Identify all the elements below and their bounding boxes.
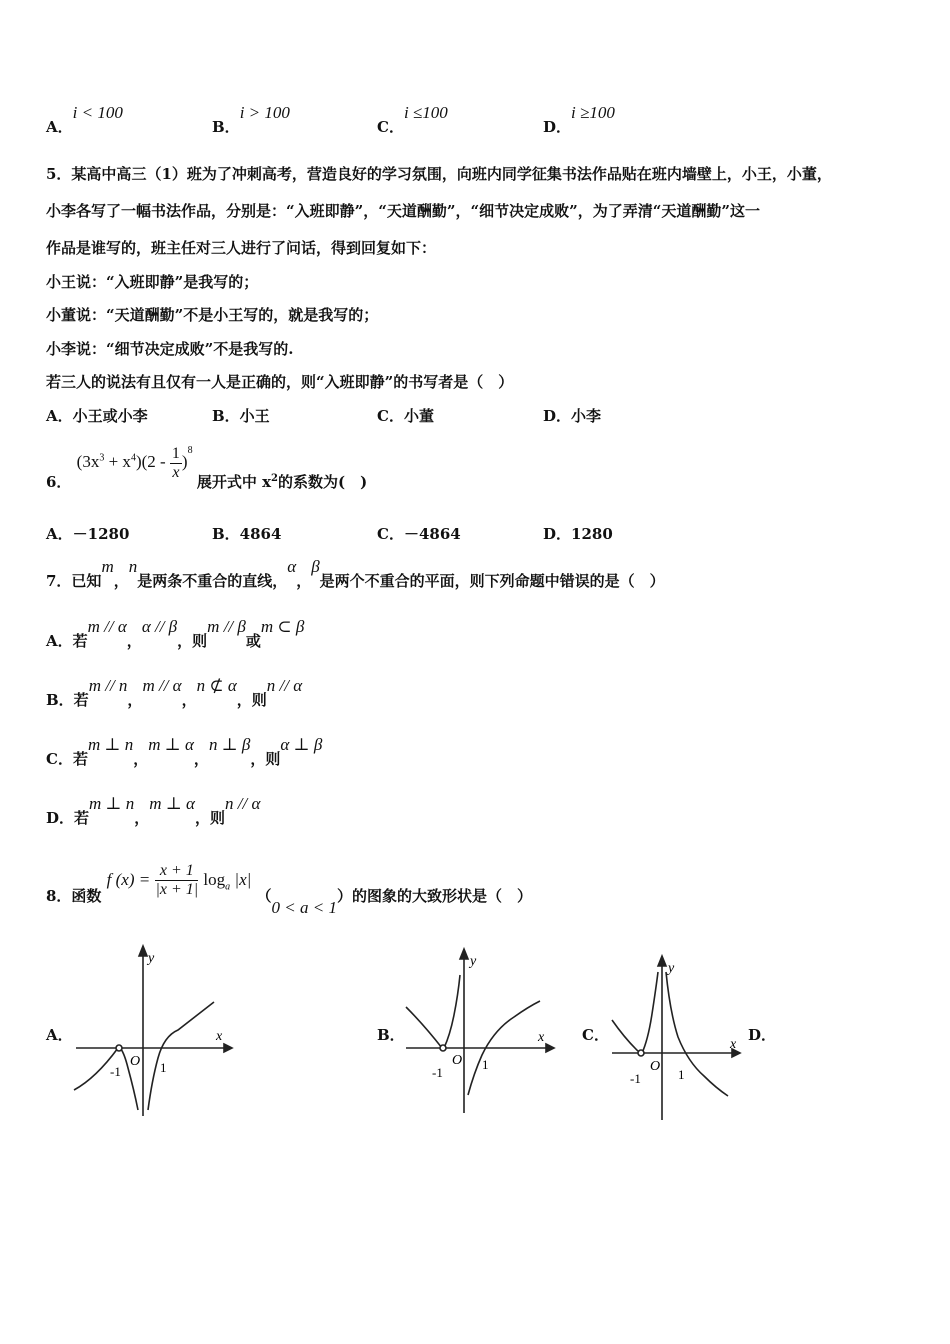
q5-line-4: 小王说：“入班即静”是我写的； [46,273,259,291]
q7-var-beta: β [311,557,320,576]
axis-y-label: y [668,961,675,976]
q4-option-d [543,103,615,137]
y-axis-arrow-icon [460,949,468,959]
curve-left-branch [444,975,460,1048]
q7-option-c: C．若m ⊥ n，m ⊥ α，n ⊥ β，则α ⊥ β [46,735,323,768]
q6-option-d: D．1280 [543,525,613,543]
open-point [440,1045,446,1051]
q5-option-b: B．小王 [212,407,270,425]
axis-x-label: x [730,1037,737,1052]
curve-left [406,1007,442,1048]
q4-option-b-label: B． [212,118,240,136]
q8-log: $\log_a |x|$ [203,869,252,892]
tick-neg1: -1 [110,1064,121,1079]
q5-line-3: 作品是谁写的，班主任对三人进行了问话，得到回复如下： [46,239,437,257]
q6-number: 6． [46,473,72,492]
q4-option-c-label: C． [377,118,404,136]
tick-1: 1 [482,1057,489,1072]
q5-option-d: D．小李 [543,407,602,425]
q8-condition: 0 < a < 1 [271,897,337,917]
curve-left-branch [642,972,658,1053]
axis-x-label: x [538,1030,545,1045]
x-axis-arrow-icon [224,1044,232,1052]
q4-option-c-math: i ≤100 [403,103,448,122]
q4-option-b-math: i > 100 [239,103,290,122]
q6-stem-text: 展开式中 $x^2$的系数为( ) [196,473,368,492]
origin-label: O [130,1054,141,1069]
tick-neg1: -1 [630,1071,641,1086]
q8-graph-c [608,952,748,1124]
q7-option-a: A．若m // α，α // β，则m // β或m ⊂ β [46,617,305,650]
q7-option-b: B．若m // n，m // α，n ⊄ α，则n // α [46,676,303,709]
q6-option-c: C．－4864 [377,525,461,543]
q5-line-1: 5．某高中高三（1）班为了冲刺高考，营造良好的学习氛围，向班内同学征集书法作品贴在班内墙壁上，小王，小董， [46,165,832,183]
curve-right [666,972,728,1096]
q8-graph-b [402,945,562,1117]
q4-option-d-label: D． [543,118,572,136]
q7-var-m: m [101,557,114,576]
curve-right [148,1002,214,1110]
q6-fraction: $\frac{1}{x}$ [171,445,180,481]
q8-graph-a [66,940,236,1120]
y-axis-arrow-icon [658,956,666,966]
axis-y-label: y [148,951,155,966]
q4-option-b [212,103,290,137]
q6-stem [46,440,368,492]
q8-option-c-label: C． [582,1026,609,1044]
q4-option-a-label: A． [46,118,73,136]
tick-1: 1 [160,1060,167,1075]
q8-stem: 8．函数 f (x) = $\frac{x + 1}{|x + 1|}$ $\log_a |x|$ （0 < a < 1）的图象的大致形状是（ ） [46,862,533,917]
q5-line-5: 小董说：“天道酬勤”不是小王写的，就是我写的； [46,306,379,324]
q5-line-2: 小李各写了一幅书法作品，分别是：“入班即静”，“天道酬勤”，“细节决定成败”，为了弄清“天道酬勤”这一 [46,202,761,220]
origin-label: O [452,1053,463,1068]
q7-stem: 7．已知m，n是两条不重合的直线，α，β是两个不重合的平面，则下列命题中错误的是（ ） [46,557,665,590]
open-point [116,1045,122,1051]
tick-1: 1 [678,1067,685,1082]
tick-neg1: -1 [432,1065,443,1080]
q4-option-a-math: i < 100 [72,103,123,122]
q7-var-alpha: α [287,557,297,576]
q6-option-b: B．4864 [212,525,282,543]
y-axis-arrow-icon [139,946,147,956]
q4-option-c [377,103,448,137]
q5-line-7: 若三人的说法有且仅有一人是正确的，则“入班即静”的书写者是（ ） [46,373,514,391]
q8-option-a-label: A． [46,1026,73,1044]
q8-fraction: $\frac{x + 1}{|x + 1|}$ [155,862,199,898]
q5-line-6: 小李说：“细节决定成败”不是我写的. [46,340,294,358]
q8-function-name: f (x) = [106,869,151,889]
axis-x-label: x [216,1029,223,1044]
q6-expression: $(3x^3 + x^4)(2$ - $\frac{1}{x}$ )$^8$ [76,444,193,481]
q4-option-d-math: i ≥100 [571,103,615,122]
q7-option-d: D．若m ⊥ n，m ⊥ α，则n // α [46,794,261,827]
q8-option-d-label: D． [748,1026,777,1044]
q5-option-a: A．小王或小李 [46,407,148,425]
q8-option-b-label: B． [377,1026,405,1044]
q4-option-a [46,103,123,137]
q5-option-c: C．小董 [377,407,434,425]
curve-left [612,1020,640,1053]
open-point [638,1050,644,1056]
origin-label: O [650,1059,661,1074]
q6-option-a: A．－1280 [46,525,130,543]
axis-y-label: y [470,954,477,969]
q7-var-n: n [128,557,138,576]
x-axis-arrow-icon [546,1044,554,1052]
